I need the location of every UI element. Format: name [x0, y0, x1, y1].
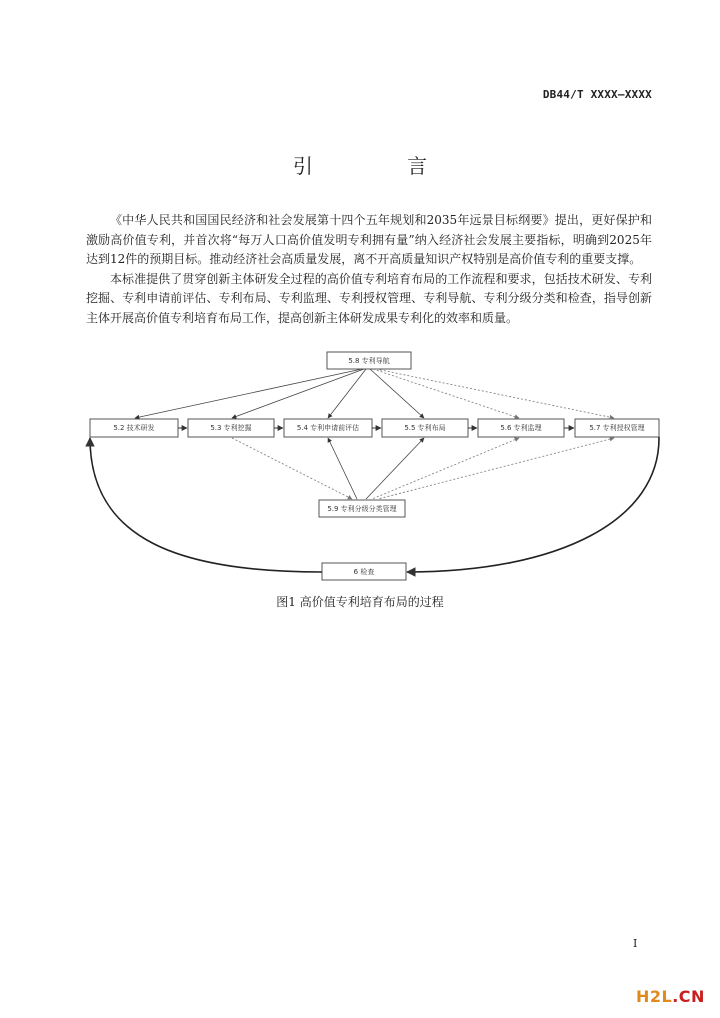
node-inspection — [322, 563, 406, 580]
node-tech-rd-label: 5.2 技术研发 — [113, 424, 155, 432]
intro-body — [86, 211, 652, 329]
navigation-arrows — [135, 369, 614, 418]
paragraph-2: 本标准提供了贯穿创新主体研发全过程的高价值专利培育布局的工作流程和要求，包括技术研发、专利挖掘、专利申请前评估、专利布局、专利监理、专利授权管理、专利导航、专利分级分类和检查，指导创新主体开展高价值专利培育布局工作，提高创新主体研发成果专利化的效率和质量。 — [86, 271, 652, 325]
node-authorization-management-label: 5.7 专利授权管理 — [589, 424, 645, 432]
node-classification-management-label: 5.9 专利分级分类管理 — [327, 505, 397, 513]
process-diagram — [0, 350, 720, 590]
node-patent-layout — [382, 419, 468, 437]
node-pre-filing-evaluation-label: 5.4 专利申请前评估 — [296, 424, 360, 432]
node-patent-navigation — [327, 352, 411, 369]
classification-arrows — [232, 438, 614, 499]
paragraph-1: 《中华人民共和国国民经济和社会发展第十四个五年规划和2035年远景目标纲要》提出，更好保护和激励高价值专利，并首次将“每万人口高价值发明专利拥有量”纳入经济社会发展主要指标，明确到2025年达到12件的预期目标。推动经济社会高质量发展，离不开高质量知识产权特别是高价值专利的重要支撑。 — [86, 213, 652, 267]
node-classification-management — [319, 500, 405, 517]
node-patent-mining — [188, 419, 274, 437]
node-patent-navigation-label: 5.8 专利导航 — [348, 357, 390, 365]
site-watermark — [636, 987, 705, 1006]
watermark-part-1: H2L — [636, 987, 673, 1006]
node-patent-supervision-label: 5.6 专利监理 — [500, 424, 542, 432]
node-patent-layout-label: 5.5 专利布局 — [404, 424, 446, 432]
node-inspection-label: 6 检查 — [353, 568, 375, 576]
watermark-part-2: .CN — [672, 987, 705, 1006]
node-tech-rd — [90, 419, 178, 437]
node-patent-supervision — [478, 419, 564, 437]
page-number: I — [633, 937, 638, 950]
section-title: 引 言 — [292, 154, 472, 178]
node-authorization-management — [575, 419, 659, 437]
node-pre-filing-evaluation — [284, 419, 372, 437]
figure-caption: 图1 高价值专利培育布局的过程 — [276, 595, 444, 609]
document-code: DB44/T XXXX—XXXX — [542, 88, 652, 101]
node-patent-mining-label: 5.3 专利挖掘 — [210, 424, 252, 432]
